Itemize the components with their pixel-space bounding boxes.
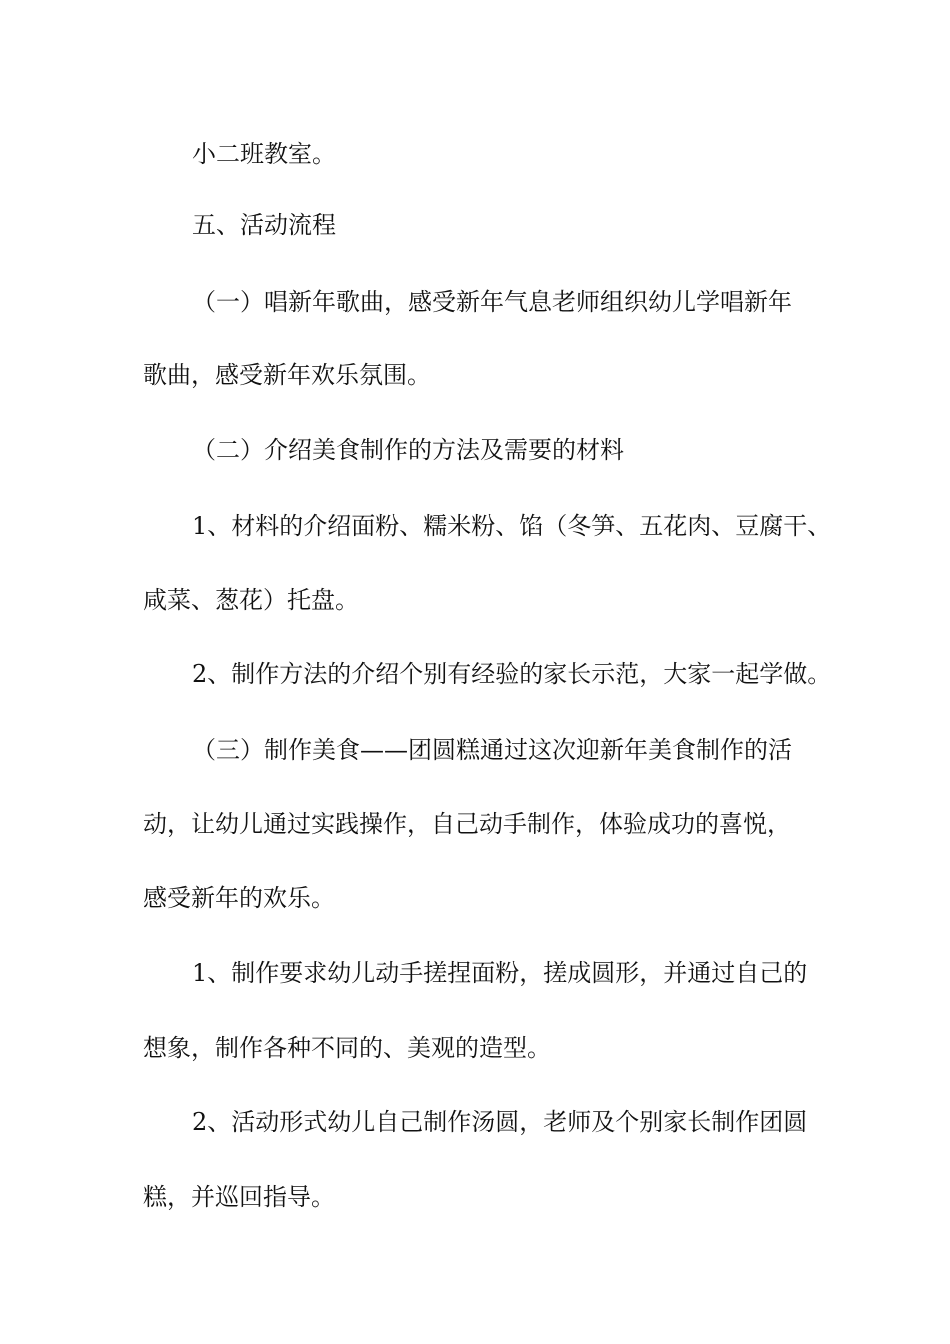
text-line-step-one-cont: 歌曲，感受新年欢乐氛围。 bbox=[143, 361, 431, 389]
text-line-requirements: 1、制作要求幼儿动手搓捏面粉，搓成圆形，并通过自己的 bbox=[192, 959, 808, 987]
text-line-method: 2、制作方法的介绍个别有经验的家长示范，大家一起学做。 bbox=[192, 660, 832, 688]
text-line-location: 小二班教室。 bbox=[192, 140, 336, 168]
text-line-activity-form: 2、活动形式幼儿自己制作汤圆，老师及个别家长制作团圆 bbox=[192, 1108, 808, 1136]
text-line-activity-form-cont: 糕，并巡回指导。 bbox=[143, 1183, 335, 1211]
text-line-step-three-end: 感受新年的欢乐。 bbox=[143, 884, 335, 912]
text-line-step-two: （二）介绍美食制作的方法及需要的材料 bbox=[192, 436, 624, 464]
text-line-step-three: （三）制作美食——团圆糕通过这次迎新年美食制作的活 bbox=[192, 736, 792, 764]
text-line-materials: 1、材料的介绍面粉、糯米粉、馅（冬笋、五花肉、豆腐干、 bbox=[192, 512, 832, 540]
section-heading-activity-flow: 五、活动流程 bbox=[192, 211, 336, 239]
text-line-step-three-cont: 动，让幼儿通过实践操作，自己动手制作，体验成功的喜悦， bbox=[143, 810, 791, 838]
text-line-materials-cont: 咸菜、葱花）托盘。 bbox=[143, 586, 359, 614]
text-line-step-one: （一）唱新年歌曲，感受新年气息老师组织幼儿学唱新年 bbox=[192, 288, 792, 316]
text-line-requirements-cont: 想象，制作各种不同的、美观的造型。 bbox=[143, 1034, 551, 1062]
